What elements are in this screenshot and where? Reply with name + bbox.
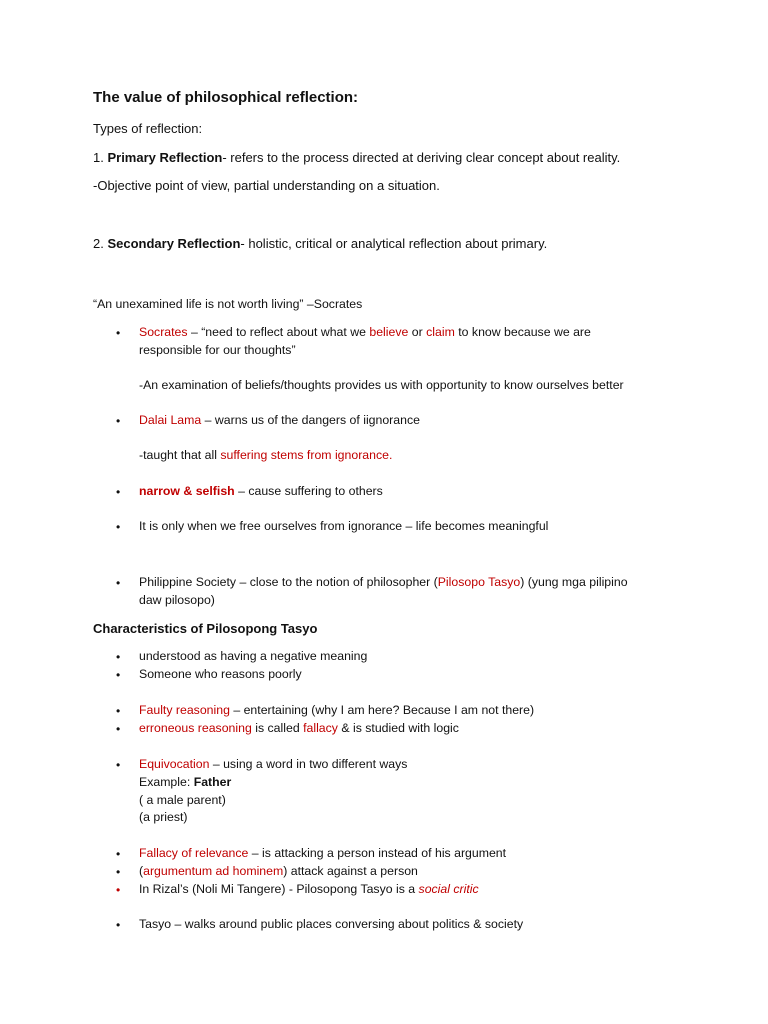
primary-note: -Objective point of view, partial understanding on a situation. [93,178,440,193]
bullet-icon: • [116,847,121,861]
equivocation-term: Equivocation [139,757,210,771]
secondary-definition: - holistic, critical or analytical reflection about primary. [240,236,548,251]
bullet-icon: • [116,576,121,590]
socrates-line [139,325,591,339]
tasyo-line: Tasyo – walks around public places conversing about politics & society [139,917,524,931]
page-title: The value of philosophical reflection: [93,89,359,106]
faulty-term: Faulty reasoning [139,703,230,717]
primary-reflection-line [93,150,620,165]
characteristics-heading: Characteristics of Pilosopong Tasyo [93,621,318,636]
bullet-icon: • [116,650,121,664]
relevance-line [139,846,506,860]
socrates-quote: “An unexamined life is not worth living” –Socrates [93,297,363,311]
primary-number: 1. [93,150,108,165]
adhominem-open: ( [139,864,144,878]
adhominem-text: ) attack against a person [283,864,418,878]
faulty-text: – entertaining (why I am here? Because I am not there) [229,703,535,717]
bullet-icon: • [116,883,121,897]
adhominem-line [139,864,418,878]
philippine-line [139,575,628,589]
meaning-2: (a priest) [139,810,188,824]
bullet-icon: • [116,485,121,499]
narrow-term: narrow & selfish [139,484,235,498]
bullet-icon: • [116,668,121,682]
dalai-text: – warns us of the dangers of iignorance [201,413,420,427]
types-label: Types of reflection: [93,121,203,136]
bullet-icon: • [116,520,121,534]
erroneous-line [139,721,459,735]
rizal-text: In Rizal’s (Noli Mi Tangere) - Pilosopong Tasyo is a [139,882,419,896]
primary-definition: - refers to the process directed at deriving clear concept about reality. [222,150,621,165]
dalai-note [139,448,392,462]
equivocation-example [139,775,231,789]
dalai-note-text: -taught that all [139,448,221,462]
equivocation-text: – using a word in two different ways [209,757,408,771]
socrates-believe: believe [369,325,409,339]
socrates-text-1: – “need to reflect about what we [187,325,370,339]
example-label: Example: [139,775,194,789]
socrates-line-2: responsible for our thoughts” [139,343,296,357]
socrates-text-3: to know because we are [454,325,591,339]
philippine-text-2: ) (yung mga pilipino [520,575,628,589]
socrates-note: -An examination of beliefs/thoughts provides us with opportunity to know ourselves better [139,378,624,392]
bullet-icon: • [116,758,121,772]
erroneous-term: erroneous reasoning [139,721,252,735]
bullet-icon: • [116,326,121,340]
erroneous-text-2: & is studied with logic [337,721,459,735]
philippine-line-2: daw pilosopo) [139,593,215,607]
bullet-icon: • [116,704,121,718]
socrates-claim: claim [426,325,455,339]
philippine-text-1: Philippine Society – close to the notion of philosopher ( [139,575,438,589]
characteristic-2: Someone who reasons poorly [139,667,302,681]
faulty-line [139,703,534,717]
fallacy-term: fallacy [303,721,338,735]
bullet-icon: • [116,722,121,736]
narrow-line [139,484,383,498]
pilosopo-tasyo: Pilosopo Tasyo [437,575,521,589]
dalai-name: Dalai Lama [139,413,202,427]
bullet-icon: • [116,865,121,879]
secondary-reflection-line [93,236,547,251]
equivocation-line [139,757,407,771]
characteristic-1: understood as having a negative meaning [139,649,368,663]
bullet-icon: • [116,918,121,932]
dalai-line [139,413,420,427]
narrow-text: – cause suffering to others [234,484,383,498]
relevance-term: Fallacy of relevance [139,846,249,860]
secondary-number: 2. [93,236,108,251]
free-line: It is only when we free ourselves from ignorance – life becomes meaningful [139,519,549,533]
dalai-note-highlight: suffering stems from ignorance. [220,448,393,462]
erroneous-text-1: is called [251,721,304,735]
bullet-icon: • [116,414,121,428]
secondary-term: Secondary Reflection [107,236,241,251]
socrates-text-2: or [408,325,427,339]
meaning-1: ( a male parent) [139,793,226,807]
rizal-line [139,882,479,896]
social-critic: social critic [418,882,479,896]
relevance-text: – is attacking a person instead of his argument [248,846,507,860]
adhominem-term: argumentum ad hominem [143,864,284,878]
socrates-name: Socrates [139,325,188,339]
example-word: Father [193,775,232,789]
primary-term: Primary Reflection [107,150,223,165]
